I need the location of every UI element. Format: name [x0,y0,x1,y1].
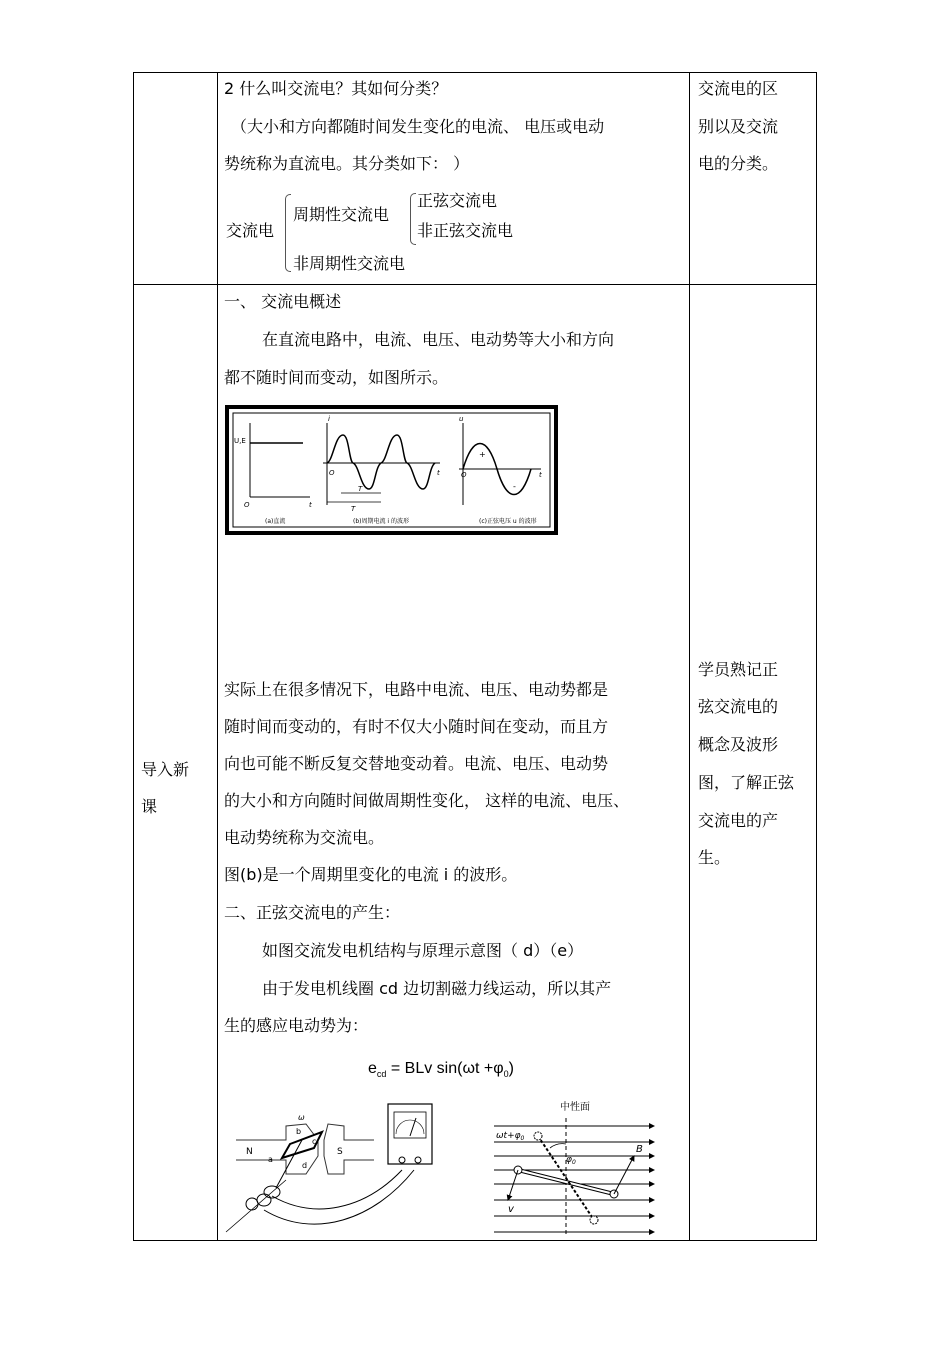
caption: (c)正弦电压 u 的波形 [479,518,537,525]
paragraph-line: 向也可能不断反复交替地变动着。电流、电压、电动势 [224,754,609,773]
origin-label: O [461,471,467,479]
paragraph-line: 在直流电路中，电流、电压、电动势等大小和方向 [262,330,615,349]
formula [368,1059,514,1084]
tree-root: 交流电 [226,221,275,240]
question-text: 2 什么叫交流电？其如何分类？ [224,79,448,98]
caption: (b)周期电流 i 的波形 [353,518,409,525]
paragraph-line: 都不随时间而变动，如图所示。 [224,368,449,387]
section-heading: 二、正弦交流电的产生： [224,903,401,922]
formula-t: t [474,1060,480,1077]
paragraph-line: 实际上在很多情况下，电路中电流、电压、电动势都是 [224,680,609,699]
tree-nonperiodic: 非周期性交流电 [293,254,406,273]
neutral-plane-label: 中性面 [560,1102,590,1113]
note-line: 学员熟记正 [698,660,779,679]
note-line: 交流电的区 [698,79,779,98]
v-label: v [508,1204,514,1215]
formula-sub: cd [376,1069,387,1080]
period-label: T [351,505,356,513]
note-line: 图，了解正弦 [698,773,795,792]
minus-label: - [513,482,516,491]
section-heading: 一、 交流电概述 [224,292,342,311]
neutral-plane-figure [490,1096,660,1238]
tree-sine: 正弦交流电 [417,191,498,210]
column-divider [217,73,218,1240]
waveform-figure [225,405,558,535]
tree-periodic: 周期性交流电 [293,205,390,224]
phi-symbol: φ [493,1060,504,1077]
coil-c: c [312,1137,317,1146]
row-label: 课 [141,797,158,816]
coil-a: a [268,1155,273,1164]
omega-symbol: ω [462,1060,475,1077]
column-divider [689,73,690,1240]
formula-close: ) [508,1060,514,1077]
paragraph-line: 图(b)是一个周期里变化的电流 i 的波形。 [224,865,518,884]
paragraph-line: 由于发电机线圈 cd 边切割磁力线运动，所以其产 [262,979,612,998]
paragraph-line: 生的感应电动势为： [224,1016,369,1035]
coil-d: d [302,1161,308,1170]
generator-figure [224,1100,446,1238]
paragraph-line: 电动势统称为交流电。 [224,828,385,847]
tree-nonsine: 非正弦交流电 [417,221,514,240]
plus-label: + [479,450,486,459]
axis-label: i [328,415,330,423]
answer-line: （大小和方向都随时间发生变化的电流、 电压或电动 [231,117,605,136]
period-label: T [358,485,363,493]
coil-b: b [296,1127,302,1136]
note-line: 别以及交流 [698,117,779,136]
note-line: 生。 [698,848,731,867]
row-label: 导入新 [141,760,190,779]
formula-plus: + [483,1060,494,1077]
time-label: t [437,469,440,477]
paragraph-line: 随时间而变动的，有时不仅大小随时间在变动，而且方 [224,717,609,736]
magnet-S: S [337,1147,343,1157]
answer-line: 势统称为直流电。其分类如下： ） [224,154,470,173]
paragraph-line: 如图交流发电机结构与原理示意图（ d）（e） [262,941,584,960]
caption: (a)直流 [265,518,286,525]
note-line: 概念及波形 [698,735,779,754]
row-divider [134,284,816,285]
time-label: t [539,471,542,479]
origin-label: O [244,501,250,509]
note-line: 电的分类。 [698,154,779,173]
phi-sub: 0 [503,1069,509,1080]
axis-label: u [459,415,464,423]
phi0-label: $\varphi_0$ [566,1155,576,1166]
formula-e: e [368,1060,377,1077]
angle-label: $\omega t+\varphi_0$ [496,1131,525,1142]
magnet-N: N [246,1147,253,1157]
origin-label: O [329,469,335,477]
formula-rhs: = BLv sin( [390,1060,463,1077]
omega-label: ω [298,1113,305,1122]
brace-icon [410,193,416,245]
note-line: 弦交流电的 [698,697,779,716]
paragraph-line: 的大小和方向随时间做周期性变化， 这样的电流、电压、 [224,791,630,810]
axis-label: U,E [234,437,246,445]
B-label: B [636,1144,643,1155]
note-line: 交流电的产 [698,811,779,830]
brace-icon [285,194,291,272]
time-label: t [309,501,312,509]
